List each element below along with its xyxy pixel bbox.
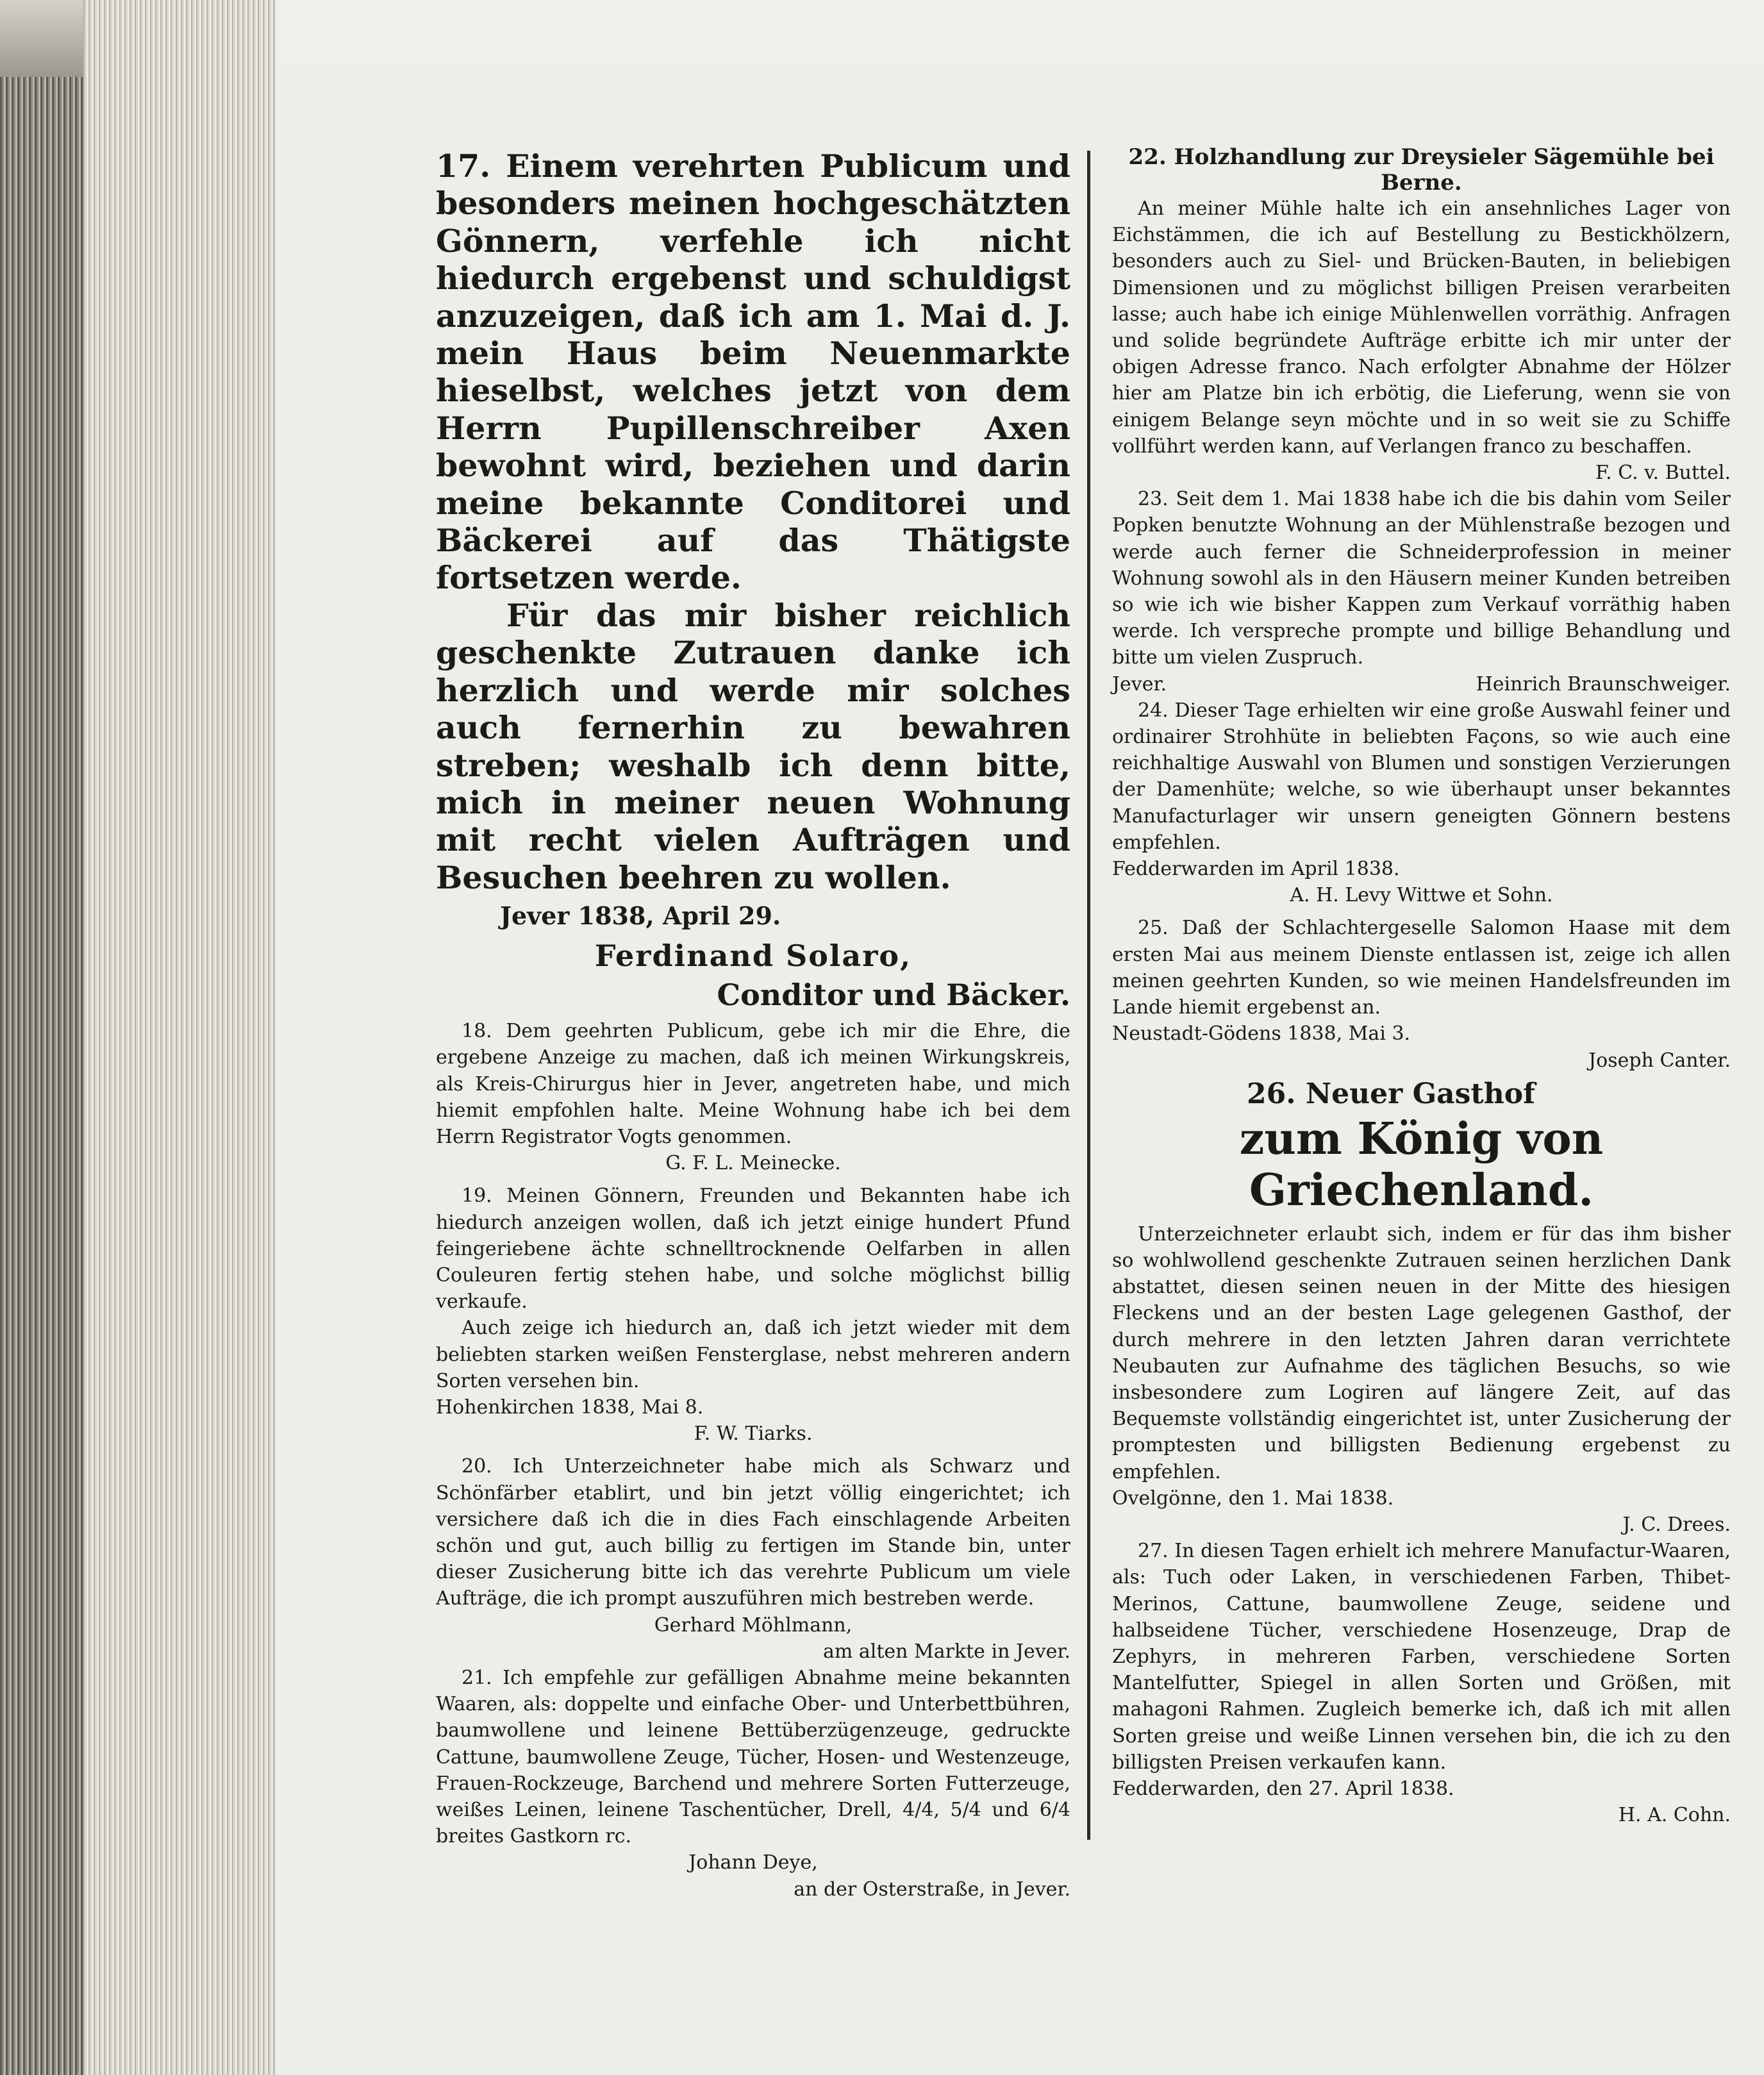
notice-22	[1112, 144, 1731, 486]
notice-21	[436, 1665, 1070, 1903]
notice-18	[436, 1018, 1070, 1176]
notice-19-signature: F. W. Tiarks.	[694, 1422, 813, 1446]
notice-26-body: Unterzeichneter erlaubt sich, indem er für das ihm bisher so wohlwollend geschenkte Zutrauen seinen herzlichen Dank abstattet, diesen seinen neuen in der Mitte des hiesigen Fleckens und an der besten Lage gelegenen Gasthof, der durch mehrere in den letzten Jahren daran verrichtete Neubauten zur Aufnahme des täglichen Besuchs, so wie insbesondere zum Logiren auf längere Zeit, auf das Bequemste vollständig eingerichtet ist, unter Zusicherung der promptesten und billigsten Bedienung ergebenst zu empfehlen.	[1112, 1222, 1731, 1483]
notice-26-signature: J. C. Drees.	[1622, 1513, 1731, 1536]
notice-24-place: Fedderwarden im April 1838.	[1112, 858, 1400, 881]
notice-27-body: 27. In diesen Tagen erhielt ich mehrere Manufactur-Waaren, als: Tuch oder Laken, in verschiedenen Farben, Thibet-Merinos, Cattune, baumwollene Zeuge, seidene und halbseidene Tücher, verschiedene Hosenzeuge, Drap de Zephyrs, in mehreren Farben, verschiedene Sorten Mantelfutter, Spiegel in allen Sorten und Größen, mit mahagoni Rahmen. Zugleich bemerke ich, daß ich mit allen Sorten greise und weiße Linnen versehen bin, die ich zu den billigsten Preisen verkaufen kann.	[1112, 1540, 1731, 1774]
notice-17-name: Ferdinand Solaro,	[594, 938, 912, 974]
notice-27-signature: H. A. Cohn.	[1618, 1804, 1731, 1827]
notice-23	[1112, 486, 1731, 697]
notice-20-address: am alten Markte in Jever.	[822, 1640, 1070, 1663]
notice-17-trade: Conditor und Bäcker.	[717, 978, 1070, 1013]
notice-22-heading: 22. Holzhandlung zur Dreysieler Sägemühle bei Berne.	[1128, 144, 1715, 196]
notice-21-address: an der Osterstraße, in Jever.	[794, 1878, 1070, 1901]
notice-21-signature: Johann Deye,	[688, 1851, 818, 1874]
book-spine-shadow	[83, 0, 276, 2075]
notice-23-place	[1112, 671, 1731, 697]
notice-25-signature: Joseph Canter.	[1588, 1049, 1731, 1072]
notice-24	[1112, 697, 1731, 909]
notice-19-place: Hohenkirchen 1838, Mai 8.	[436, 1396, 704, 1419]
notice-18-signature: G. F. L. Meinecke.	[665, 1152, 841, 1175]
notice-22-body: An meiner Mühle halte ich ein ansehnliches Lager von Eichstämmen, die ich auf Bestellung zu Bestickhölzern, besonders auch zu Siel- und Brücken-Bauten, in beliebigen Dimensionen und zu möglichst billigen Preisen verarbeiten lasse; auch habe ich einige Mühlenwellen vorräthig. Anfragen und solide begründete Aufträge erbitte ich mir unter der obigen Adresse franco. Nach erfolgter Abnahme der Hölzer hier am Platze bin ich erbötig, die Lieferung, wenn sie von einigem Belange seyn möchte und in so weit sie zu Schiffe vollführt werden kann, auf Verlangen franco zu beschaffen.	[1112, 197, 1731, 458]
notice-18-body: 18. Dem geehrten Publicum, gebe ich mir die Ehre, die ergebene Anzeige zu machen, daß ich meinen Wirkungskreis, als Kreis-Chirurgus hier in Jever, angetreten habe, und mich hiemit empfohlen halte. Meine Wohnung habe ich bei dem Herrn Registrator Vogts genommen.	[436, 1020, 1070, 1148]
notice-19-body-2: Auch zeige ich hiedurch an, daß ich jetzt wieder mit dem beliebten starken weißen Fensterglase, nebst mehreren andern Sorten versehen bin.	[436, 1317, 1070, 1392]
notice-26-heading-2: zum König von Griechenland.	[1239, 1113, 1604, 1216]
notice-23-body: 23. Seit dem 1. Mai 1838 habe ich die bis dahin vom Seiler Popken benutzte Wohnung an der Mühlenstraße bezogen und werde auch ferner die Schneiderprofession in meiner Wohnung sowohl als in den Häusern meiner Kunden betreiben so wie ich wie bisher Kappen zum Verkauf vorräthig haben werde. Ich verspreche prompte und billige Behandlung und bitte um vielen Zuspruch.	[1112, 488, 1731, 669]
page-edge-left	[0, 0, 85, 2075]
notice-17-place: Jever 1838, April 29.	[500, 901, 781, 931]
notice-17-body-2: Für das mir bisher reichlich geschenkte Zutrauen danke ich herzlich und werde mir solches auch fernerhin zu bewahren streben; weshalb ich denn bitte, mich in meiner neuen Wohnung mit recht vielen Aufträgen und Besuchen beehren zu wollen.	[436, 596, 1070, 896]
notice-17	[436, 147, 1070, 1014]
right-column	[1112, 144, 1731, 1828]
notice-26-heading: 26. Neuer Gasthof	[1247, 1077, 1536, 1110]
notice-25-place: Neustadt-Gödens 1838, Mai 3.	[1112, 1022, 1411, 1046]
column-rule	[1087, 151, 1090, 1840]
notice-25	[1112, 915, 1731, 1073]
notice-17-body: 17. Einem verehrten Publicum und besonders meinen hochgeschätzten Gönnern, verfehle ich nicht hiedurch ergebenst und schuldigst anzuzeigen, daß ich am 1. Mai d. J. mein Haus beim Neuenmarkte hieselbst, welches jetzt von dem Herrn Pupillenschreiber Axen bewohnt wird, beziehen und darin meine bekannte Conditorei und Bäckerei auf das Thätigste fortsetzen werde.	[436, 147, 1070, 597]
notice-20-signature: Gerhard Möhlmann,	[654, 1613, 853, 1637]
notice-19	[436, 1183, 1070, 1447]
notice-21-body: 21. Ich empfehle zur gefälligen Abnahme meine bekannten Waaren, als: doppelte und einfache Ober- und Unterbettbühren, baumwollene und leinene Bettüberzügenzeuge, gedruckte Cattune, baumwollene Zeuge, Tücher, Hosen- und Westenzeuge, Frauen-Rockzeuge, Barchend und mehrere Sorten Futterzeuge, weißes Leinen, leinene Taschentücher, Drell, 4/4, 5/4 und 6/4 breites Gastkorn rc.	[436, 1667, 1070, 1848]
notice-27-place: Fedderwarden, den 27. April 1838.	[1112, 1777, 1454, 1800]
notice-19-body: 19. Meinen Gönnern, Freunden und Bekannten habe ich hiedurch anzeigen wollen, daß ich jetzt einige hundert Pfund feingeriebene ächte schnelltrocknende Oelfarben in allen Couleuren fertig stehen habe, und solche möglichst billig verkaufe.	[436, 1185, 1070, 1313]
page-edge-top	[0, 0, 83, 77]
notice-25-body: 25. Daß der Schlachtergeselle Salomon Haase mit dem ersten Mai aus meinem Dienste entlassen ist, zeige ich allen meinen geehrten Kunden, so wie meinen Handelsfreunden im Lande hiemit ergebenst an.	[1112, 917, 1731, 1019]
notice-23-signature: Heinrich Braunschweiger.	[1476, 672, 1731, 696]
notice-20-body: 20. Ich Unterzeichneter habe mich als Schwarz und Schönfärber etablirt, und bin jetzt völlig eingerichtet; ich versichere daß ich die in dies Fach einschlagende Arbeiten schön und gut, auch billig zu fertigen im Stande bin, unter dieser Zusicherung bitte ich das verehrte Publicum um viele Aufträge, die ich prompt auszuführen mich bestreben werde.	[436, 1455, 1070, 1610]
notice-26-place: Ovelgönne, den 1. Mai 1838.	[1112, 1487, 1394, 1510]
notice-27	[1112, 1538, 1731, 1828]
notice-23-place-text: Jever.	[1112, 672, 1167, 696]
notice-24-body: 24. Dieser Tage erhielten wir eine große Auswahl feiner und ordinairer Strohhüte in beliebten Façons, so wie auch eine reichhaltige Auswahl von Blumen und sonstigen Verzierungen der Damenhüte; welche, so wie überhaupt unser bekanntes Manufacturlager wir unsern geneigten Gönnern bestens empfehlen.	[1112, 699, 1731, 854]
notice-24-signature: A. H. Levy Wittwe et Sohn.	[1290, 884, 1553, 907]
notice-20	[436, 1453, 1070, 1665]
notice-26	[1112, 1075, 1731, 1538]
left-column	[436, 147, 1070, 1903]
notice-22-signature: F. C. v. Buttel.	[1595, 462, 1731, 485]
